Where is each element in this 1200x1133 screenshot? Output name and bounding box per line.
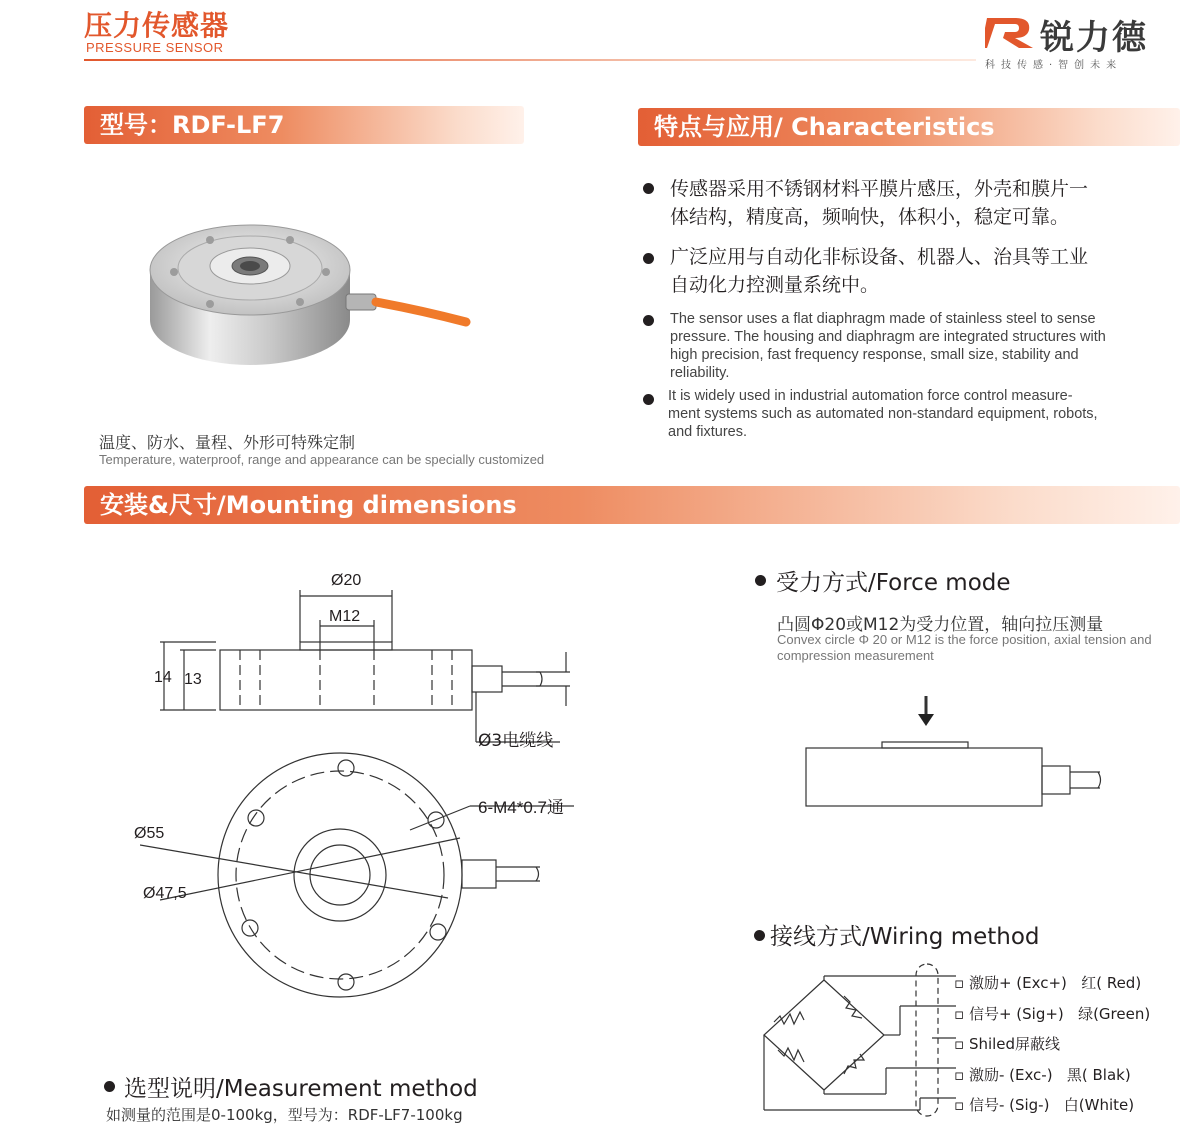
bullet-dot: [755, 575, 766, 586]
wiring-diagram: [760, 960, 960, 1120]
measurement-cn: 如测量的范围是0-100kg，型号为：RDF-LF7-100kg: [106, 1106, 463, 1124]
bullet-dot: [643, 253, 654, 264]
bullet-dot: [643, 315, 654, 326]
char-cn-item-1: 传感器采用不锈钢材料平膜片感压，外壳和膜片一 体结构，精度高，频响快，体积小，稳定可靠。: [670, 178, 1089, 228]
characteristics-banner: 特点与应用/ Characteristics: [638, 108, 1180, 146]
wiring-title: 接线方式/Wiring method: [770, 924, 1040, 950]
page-title: 压力传感器: [84, 9, 230, 42]
top-view-drawing: [140, 750, 600, 1010]
wire-row: ▫ Shiled屏蔽线: [954, 1035, 1061, 1053]
wire-row: ▫ 激励+ (Exc+) 红( Red): [954, 974, 1142, 992]
wire-row: ▫ 信号+ (Sig+) 绿(Green): [954, 1004, 1151, 1023]
dim-m12: M12: [329, 608, 361, 625]
dim-d20: Ø20: [331, 572, 362, 589]
dim-d475: Ø47,5: [143, 885, 187, 902]
bullet-dot: [643, 183, 654, 194]
measurement-title: 选型说明/Measurement method: [124, 1076, 478, 1102]
dim-d55: Ø55: [134, 825, 165, 842]
char-en-item-2: It is widely used in industrial automation force control measure- ment systems such as automated non-standard equipment, robots, and fixtures.: [668, 388, 1098, 440]
force-mode-en: Convex circle Φ 20 or M12 is the force position, axial tension and compression measurement: [777, 632, 1152, 663]
header-rule: [84, 59, 976, 61]
product-note-en: Temperature, waterproof, range and appearance can be specially customized: [99, 452, 545, 467]
wire-row: ▫ 信号- (Sig-) 白(White): [954, 1096, 1135, 1114]
product-note-cn: 温度、防水、量程、外形可特殊定制: [99, 433, 356, 452]
char-en-item-1: The sensor uses a flat diaphragm made of stainless steel to sense pressure. The housing and diaphragm are integrated structures with high precision, fast frequency response, small size, stability and reliability.: [670, 311, 1106, 381]
dim-h13: 13: [184, 671, 202, 688]
mounting-banner: 安装&尺寸/Mounting dimensions: [84, 486, 1180, 524]
model-banner: 型号：RDF-LF7: [84, 106, 524, 144]
force-mode-diagram: [790, 690, 1120, 820]
dim-holes: 6-M4*0.7通: [478, 798, 564, 817]
force-mode-cn: 凸圆Φ20或M12为受力位置，轴向拉压测量: [777, 615, 1104, 635]
brand-slogan: 科技传感·智创未来: [985, 60, 1123, 71]
bullet-dot: [643, 394, 654, 405]
force-mode-title: 受力方式/Force mode: [776, 570, 1011, 596]
page-subtitle: PRESSURE SENSOR: [86, 40, 224, 55]
dim-cable: Ø3电缆线: [478, 731, 554, 751]
bullet-dot: [104, 1081, 115, 1092]
wire-row: ▫ 激励- (Exc-) 黑( Blak): [954, 1065, 1131, 1084]
dim-h14: 14: [154, 669, 172, 686]
char-cn-item-2: 广泛应用与自动化非标设备、机器人、治具等工业 自动化力控测量系统中。: [670, 246, 1089, 296]
brand-name: 锐力德: [1040, 18, 1148, 58]
wiring-labels: [954, 968, 1150, 1121]
bullet-dot: [754, 930, 765, 941]
product-photo: [140, 210, 480, 370]
brand-logo-icon: [985, 14, 1040, 50]
